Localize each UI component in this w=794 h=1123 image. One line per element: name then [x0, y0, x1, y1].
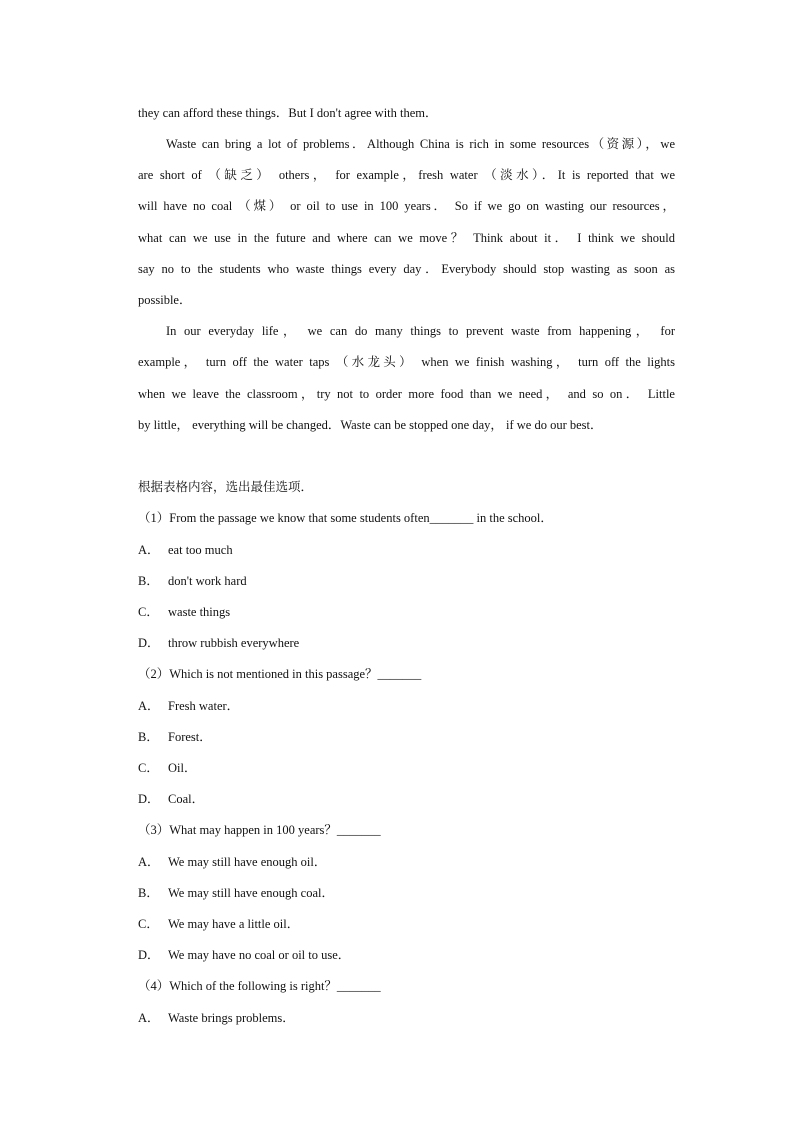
option-text: waste things	[168, 605, 231, 619]
option-letter: A．	[138, 699, 160, 713]
passage-line: possible．	[138, 293, 192, 307]
option-letter: D．	[138, 636, 160, 650]
question-stem: （1）From the passage we know that some students often_______ in the school．	[138, 511, 553, 525]
option-letter: B．	[138, 886, 159, 900]
passage-line: say no to the students who waste things every day．Everybody should stop wasting as soon as	[138, 262, 675, 276]
option-letter: C．	[138, 605, 159, 619]
option-letter: D．	[138, 792, 160, 806]
option-text: throw rubbish everywhere	[168, 636, 300, 650]
answer-option[interactable]	[138, 791, 675, 807]
option-text: eat too much	[168, 543, 233, 557]
option-text: don't work hard	[168, 574, 247, 588]
option-text: Oil．	[168, 761, 197, 775]
option-letter: D．	[138, 948, 160, 962]
answer-option[interactable]	[138, 573, 675, 589]
passage-line: Waste can bring a lot of problems．Although China is rich in some resources（资源），we	[166, 137, 675, 151]
passage-line: what can we use in the future and where can we move？ Think about it． I think we should	[138, 231, 675, 245]
answer-option[interactable]	[138, 604, 675, 620]
option-letter: C．	[138, 917, 159, 931]
option-text: We may still have enough coal．	[168, 886, 334, 900]
question-stem: （3）What may happen in 100 years？_______	[138, 823, 381, 837]
option-text: Waste brings problems．	[168, 1011, 295, 1025]
answer-option[interactable]	[138, 760, 675, 776]
question-stem: （2）Which is not mentioned in this passage？_______	[138, 667, 422, 681]
answer-option[interactable]	[138, 854, 675, 870]
passage-line: when we leave the classroom，try not to order more food than we need， and so on． Little	[138, 387, 675, 401]
option-text: Fresh water．	[168, 699, 240, 713]
option-letter: B．	[138, 730, 159, 744]
answer-option[interactable]	[138, 916, 675, 932]
answer-option[interactable]	[138, 1010, 675, 1026]
instruction-text: 根据表格内容，选出最佳选项．	[138, 479, 314, 494]
answer-option[interactable]	[138, 542, 675, 558]
answer-option[interactable]	[138, 947, 675, 963]
option-text: We may have a little oil．	[168, 917, 300, 931]
option-letter: C．	[138, 761, 159, 775]
option-text: We may have no coal or oil to use．	[168, 948, 351, 962]
passage-line: will have no coal （煤） or oil to use in 100 years． So if we go on wasting our resources，	[138, 199, 675, 213]
option-letter: B．	[138, 574, 159, 588]
passage-line: are short of （缺乏） others， for example，fresh water （淡水）．It is reported that we	[138, 168, 675, 182]
option-text: Coal．	[168, 792, 205, 806]
passage-line: In our everyday life， we can do many things to prevent waste from happening， for	[166, 324, 675, 338]
passage-line: by little， everything will be changed．Waste can be stopped one day， if we do our best．	[138, 418, 603, 432]
answer-option[interactable]	[138, 729, 675, 745]
passage-line: they can afford these things．But I don't agree with them．	[138, 106, 438, 120]
answer-option[interactable]	[138, 885, 675, 901]
answer-option[interactable]	[138, 635, 675, 651]
option-text: We may still have enough oil．	[168, 855, 327, 869]
answer-option[interactable]	[138, 698, 675, 714]
passage-line: example， turn off the water taps （水龙头） when we finish washing， turn off the lights	[138, 355, 675, 369]
question-stem: （4）Which of the following is right？_______	[138, 979, 381, 993]
option-text: Forest．	[168, 730, 212, 744]
option-letter: A．	[138, 543, 160, 557]
option-letter: A．	[138, 855, 160, 869]
option-letter: A．	[138, 1011, 160, 1025]
